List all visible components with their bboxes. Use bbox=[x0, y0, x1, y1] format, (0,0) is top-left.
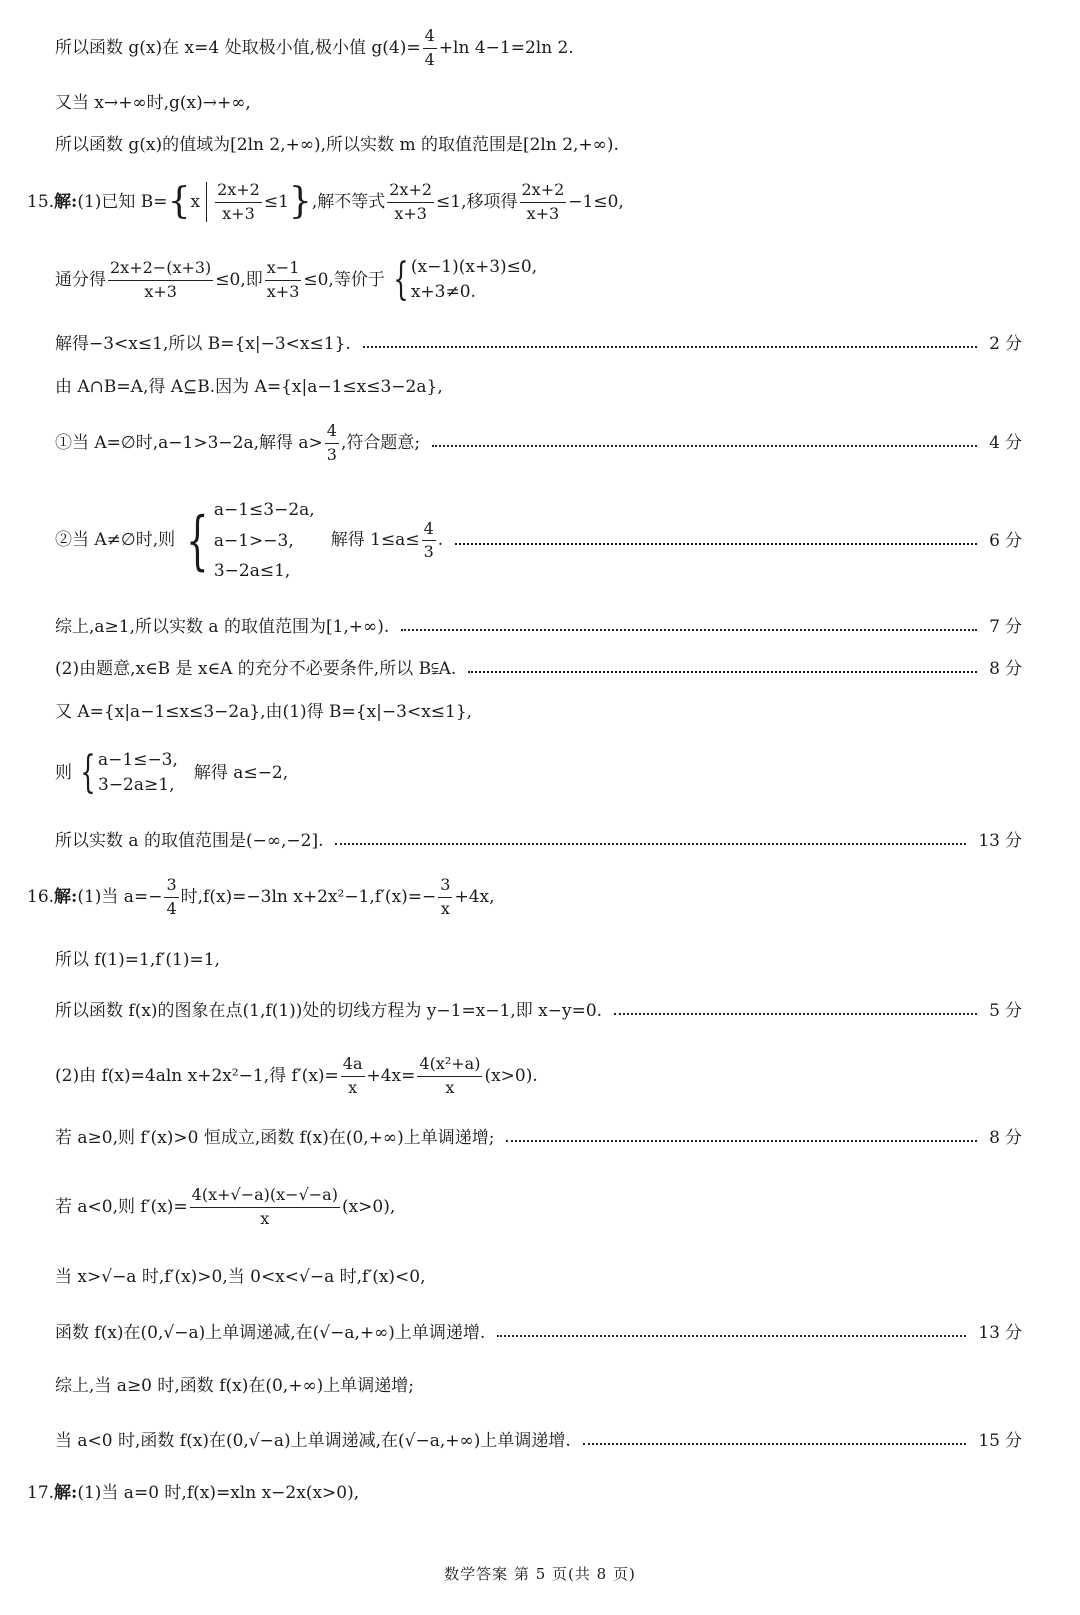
score-mark: 5 分 bbox=[989, 1000, 1022, 1021]
answer-line: 则 { a−1≤−3, 3−2a≥1, 解得 a≤−2, bbox=[55, 747, 289, 798]
answer-line: 综上,a≥1,所以实数 a 的取值范围为[1,+∞). 7 分 bbox=[55, 616, 1022, 637]
dotted-leader bbox=[506, 1140, 977, 1142]
score-mark: 8 分 bbox=[989, 1127, 1022, 1148]
equation-system: { a−1≤−3, 3−2a≥1, bbox=[80, 747, 178, 798]
score-mark: 8 分 bbox=[989, 658, 1022, 679]
solution-label: 解: bbox=[54, 886, 78, 907]
solution-label: 解: bbox=[54, 191, 78, 212]
fraction: $\frac{4(x+√-a)(x-√-a)}{x}$ bbox=[191, 1185, 338, 1228]
score-mark: 13 分 bbox=[978, 1322, 1022, 1343]
answer-line: 所以函数 f(x)的图象在点(1,f(1))处的切线方程为 y−1=x−1,即 x−y=0. 5 分 bbox=[55, 1000, 1022, 1021]
score-mark: 13 分 bbox=[978, 830, 1022, 851]
fraction: $\frac{x-1}{x+3}$ bbox=[266, 258, 300, 301]
set-builder: { x $\frac{2x+2}{x+3}$ ≤1 } bbox=[167, 180, 312, 223]
answer-line: 通分得 $\frac{2x+2-(x+3)}{x+3}$ ≤0,即 $\frac{x-1}{x+3}$ ≤0,等价于 { (x−1)(x+3)≤0, x+3≠0. bbox=[55, 254, 538, 305]
answer-line: 所以实数 a 的取值范围是(−∞,−2]. 13 分 bbox=[55, 830, 1022, 851]
fraction: $\frac{4}{3}$ bbox=[326, 421, 337, 464]
fraction: $\frac{3}{4}$ bbox=[166, 875, 177, 918]
question-number: 16. bbox=[27, 886, 55, 907]
answer-line: (2)由题意,x∈B 是 x∈A 的充分不必要条件,所以 B⫋A. 8 分 bbox=[55, 658, 1022, 679]
fraction: $\frac{2x+2}{x+3}$ bbox=[389, 180, 433, 223]
question-number: 17. bbox=[27, 1482, 55, 1503]
answer-line: 由 A∩B=A,得 A⊆B.因为 A={x|a−1≤x≤3−2a}, bbox=[55, 376, 443, 397]
fraction: $\frac{4a}{x}$ bbox=[342, 1054, 363, 1097]
fraction: $\frac{4}{4}$ bbox=[424, 26, 435, 69]
dotted-leader bbox=[455, 543, 977, 545]
answer-line: 解得−3<x≤1,所以 B={x|−3<x≤1}. 2 分 bbox=[55, 333, 1022, 354]
fraction: $\frac{4}{3}$ bbox=[423, 519, 434, 562]
dotted-leader bbox=[497, 1335, 966, 1337]
answer-line: 所以 f(1)=1,f′(1)=1, bbox=[55, 949, 220, 970]
answer-line: ①当 A=∅时,a−1>3−2a,解得 a> $\frac{4}{3}$ ,符合题意; 4 分 bbox=[55, 421, 1022, 464]
question-15-start: 15. 解: (1)已知 B= { x $\frac{2x+2}{x+3}$ ≤1 } ,解不等式 $\frac{2x+2}{x+3}$ ≤1,移项得 $\frac{2x+2}{x+3}$ −1≤0, bbox=[27, 180, 624, 223]
answer-line: ②当 A≠∅时,则 { a−1≤3−2a, a−1>−3, 3−2a≤1, 解得 1≤a≤ $\frac{4}{3}$ . 6 分 bbox=[55, 486, 1022, 596]
dotted-leader bbox=[363, 346, 977, 348]
answer-line: 所以函数 g(x)的值域为[2ln 2,+∞),所以实数 m 的取值范围是[2ln 2,+∞). bbox=[55, 134, 619, 155]
solution-label: 解: bbox=[54, 1482, 78, 1503]
question-16-start: 16. 解: (1)当 a=− $\frac{3}{4}$ 时,f(x)=−3ln x+2x²−1,f′(x)=− $\frac{3}{x}$ +4x, bbox=[27, 875, 495, 918]
dotted-leader bbox=[401, 629, 977, 631]
answer-line: 所以函数 g(x)在 x=4 处取极小值,极小值 g(4)= $\frac{4}{4}$ +ln 4−1=2ln 2. bbox=[55, 26, 574, 69]
answer-line: (2)由 f(x)=4aln x+2x²−1,得 f′(x)= $\frac{4a}{x}$ +4x= $\frac{\text{4(x²+a)}}{x}$ (x>0). bbox=[55, 1054, 538, 1097]
score-mark: 2 分 bbox=[989, 333, 1022, 354]
answer-line: 又 A={x|a−1≤x≤3−2a},由(1)得 B={x|−3<x≤1}, bbox=[55, 701, 473, 722]
question-number: 15. bbox=[27, 191, 55, 212]
answer-line: 当 a<0 时,函数 f(x)在(0,√−a)上单调递减,在(√−a,+∞)上单调递增. 15 分 bbox=[55, 1430, 1022, 1451]
answer-line: 又当 x→+∞时,g(x)→+∞, bbox=[55, 92, 251, 113]
answer-line: 综上,当 a≥0 时,函数 f(x)在(0,+∞)上单调递增; bbox=[55, 1375, 414, 1396]
answer-line: 函数 f(x)在(0,√−a)上单调递减,在(√−a,+∞)上单调递增. 13 分 bbox=[55, 1322, 1022, 1343]
fraction: $\frac{\text{4(x²+a)}}{x}$ bbox=[419, 1054, 481, 1097]
answer-line: 若 a<0,则 f′(x)= $\frac{4(x+√-a)(x-√-a)}{x}$ (x>0), bbox=[55, 1185, 396, 1228]
equation-system: { (x−1)(x+3)≤0, x+3≠0. bbox=[393, 254, 538, 305]
fraction: $\frac{3}{x}$ bbox=[440, 875, 451, 918]
dotted-leader bbox=[468, 671, 977, 673]
page-footer: 数学答案 第 5 页(共 8 页) bbox=[444, 1565, 636, 1583]
equation-system: { a−1≤3−2a, a−1>−3, 3−2a≤1, bbox=[186, 500, 315, 582]
answer-line: 当 x>√−a 时,f′(x)>0,当 0<x<√−a 时,f′(x)<0, bbox=[55, 1266, 426, 1287]
dotted-leader bbox=[335, 843, 966, 845]
score-mark: 7 分 bbox=[989, 616, 1022, 637]
fraction: $\frac{2x+2}{x+3}$ bbox=[217, 180, 260, 223]
score-mark: 4 分 bbox=[989, 432, 1022, 453]
dotted-leader bbox=[432, 445, 977, 447]
dotted-leader bbox=[583, 1443, 967, 1445]
score-mark: 15 分 bbox=[978, 1430, 1022, 1451]
dotted-leader bbox=[614, 1013, 977, 1015]
fraction: $\frac{2x+2-(x+3)}{x+3}$ bbox=[110, 258, 212, 301]
fraction: $\frac{2x+2}{x+3}$ bbox=[521, 180, 565, 223]
question-17-start: 17. 解: (1)当 a=0 时,f(x)=xln x−2x(x>0), bbox=[27, 1482, 360, 1503]
score-mark: 6 分 bbox=[989, 530, 1022, 551]
answer-line: 若 a≥0,则 f′(x)>0 恒成立,函数 f(x)在(0,+∞)上单调递增; 8 分 bbox=[55, 1127, 1022, 1148]
